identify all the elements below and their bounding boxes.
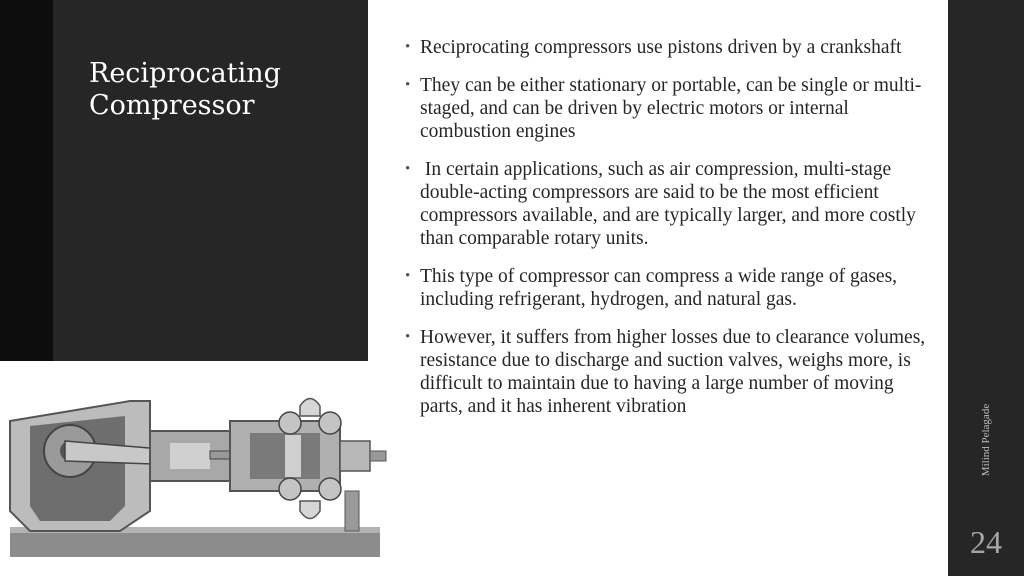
suction-valve (279, 412, 301, 434)
bullet-marker-icon: • (405, 268, 411, 284)
piston (285, 435, 301, 477)
slide-title (89, 58, 359, 122)
outlet-flange (300, 501, 320, 519)
discharge-valve-2 (319, 478, 341, 500)
bullet-text: In certain applications, such as air compression, multi-stage double-acting compressors are said to be the most efficient compressors available, and are typically larger, and more costly than comparable rotary units. (420, 159, 921, 249)
crosshead (170, 443, 210, 469)
bullet-item (401, 74, 941, 143)
compressor-cutaway-drawing (0, 361, 392, 576)
bullet-text: This type of compressor can compress a wide range of gases, including refrigerant, hydrogen, and natural gas. (420, 266, 898, 310)
slide-title-line-1: Reciprocating (89, 58, 281, 89)
suction-valve-2 (319, 412, 341, 434)
cylinder-head (340, 441, 370, 471)
compressor-illustration (0, 361, 392, 576)
base-frame (10, 531, 380, 557)
author-label (948, 385, 1024, 495)
bullet-text: However, it suffers from higher losses due to clearance volumes, resistance due to discharge and suction valves, weighs more, is difficult to maintain due to having a large number of moving parts, and it has inherent vibration (420, 327, 926, 417)
discharge-valve (279, 478, 301, 500)
bullet-text: They can be either stationary or portable, can be single or multi-staged, and can be driven by electric motors or internal combustion engines (420, 75, 922, 142)
inlet-flange (300, 399, 320, 417)
bullet-list (401, 36, 941, 433)
bullet-marker-icon: • (405, 161, 411, 177)
cylinder-support (345, 491, 359, 531)
slide-title-line-2: Compressor (89, 90, 255, 121)
bullet-marker-icon: • (405, 77, 411, 93)
bullet-item (401, 36, 941, 59)
bullet-marker-icon: • (405, 39, 411, 55)
end-stud (370, 451, 386, 461)
title-panel (0, 0, 368, 361)
bullet-item (401, 326, 941, 418)
author-name: Milind Pelagade (980, 403, 992, 477)
bullet-text: Reciprocating compressors use pistons driven by a crankshaft (420, 37, 902, 58)
bullet-marker-icon: • (405, 329, 411, 345)
bullet-item (401, 158, 941, 250)
bullet-item (401, 265, 941, 311)
accent-stripe (0, 0, 53, 361)
page-number: 24 (970, 524, 1002, 560)
